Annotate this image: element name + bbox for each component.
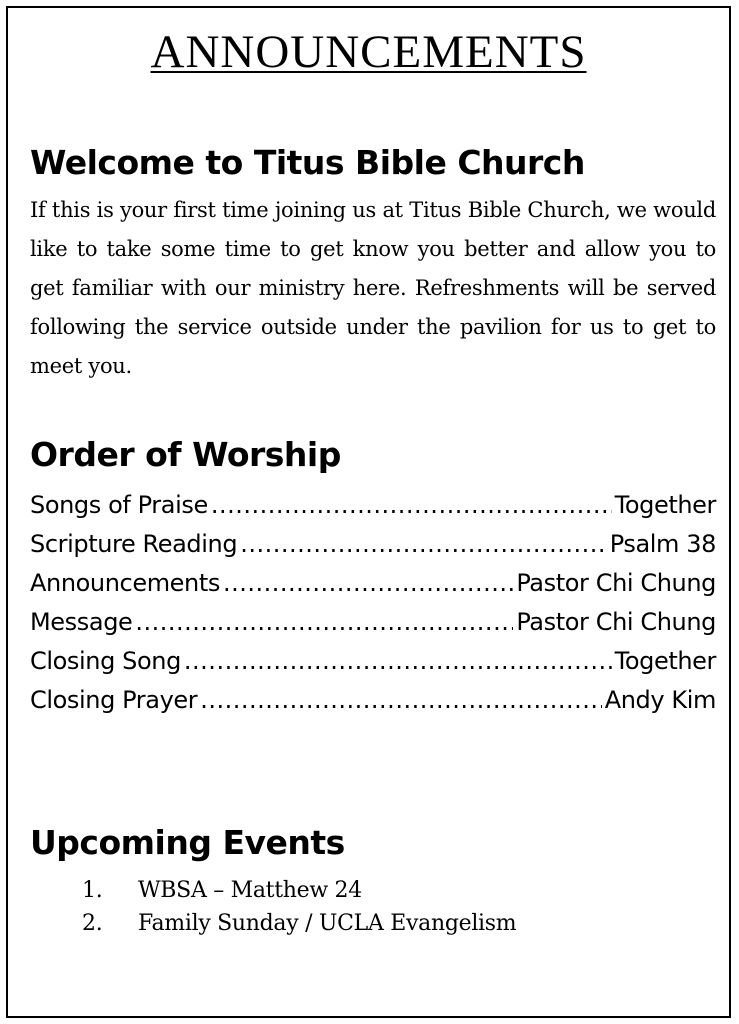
worship-row — [30, 564, 716, 603]
order-of-worship-list — [30, 486, 716, 720]
dot-leader — [240, 525, 607, 564]
worship-row — [30, 486, 716, 525]
event-text: WBSA – Matthew 24 — [138, 878, 362, 903]
event-number: 1. — [82, 878, 103, 903]
worship-person: Together — [614, 491, 716, 519]
worship-item: Message — [30, 608, 133, 636]
announcement-panel — [6, 6, 731, 1018]
worship-item: Songs of Praise — [30, 491, 208, 519]
worship-item: Scripture Reading — [30, 530, 238, 558]
worship-person: Pastor Chi Chung — [516, 608, 716, 636]
worship-row — [30, 525, 716, 564]
worship-person: Pastor Chi Chung — [516, 569, 716, 597]
worship-row — [30, 642, 716, 681]
dot-leader — [211, 486, 612, 525]
worship-item: Closing Song — [30, 647, 181, 675]
worship-row — [30, 681, 716, 720]
dot-leader — [184, 642, 612, 681]
page-title — [8, 22, 729, 82]
upcoming-events-heading: Upcoming Events — [30, 823, 345, 862]
page-title-text: ANNOUNCEMENTS — [150, 26, 587, 78]
worship-person: Psalm 38 — [609, 530, 716, 558]
event-number: 2. — [82, 911, 103, 936]
worship-item: Announcements — [30, 569, 220, 597]
dot-leader — [135, 603, 513, 642]
worship-row — [30, 603, 716, 642]
dot-leader — [200, 681, 602, 720]
welcome-paragraph: If this is your first time joining us at Titus Bible Church, we would like to take some time to get know you better and allow you to get familiar with our ministry here. Refreshments will be served following the service outside under the pavilion for us to get to meet you. — [30, 198, 716, 378]
order-of-worship-heading: Order of Worship — [30, 435, 341, 474]
dot-leader — [223, 564, 513, 603]
worship-item: Closing Prayer — [30, 686, 198, 714]
welcome-heading: Welcome to Titus Bible Church — [30, 143, 585, 182]
worship-person: Andy Kim — [604, 686, 716, 714]
worship-person: Together — [614, 647, 716, 675]
event-text: Family Sunday / UCLA Evangelism — [138, 911, 517, 936]
